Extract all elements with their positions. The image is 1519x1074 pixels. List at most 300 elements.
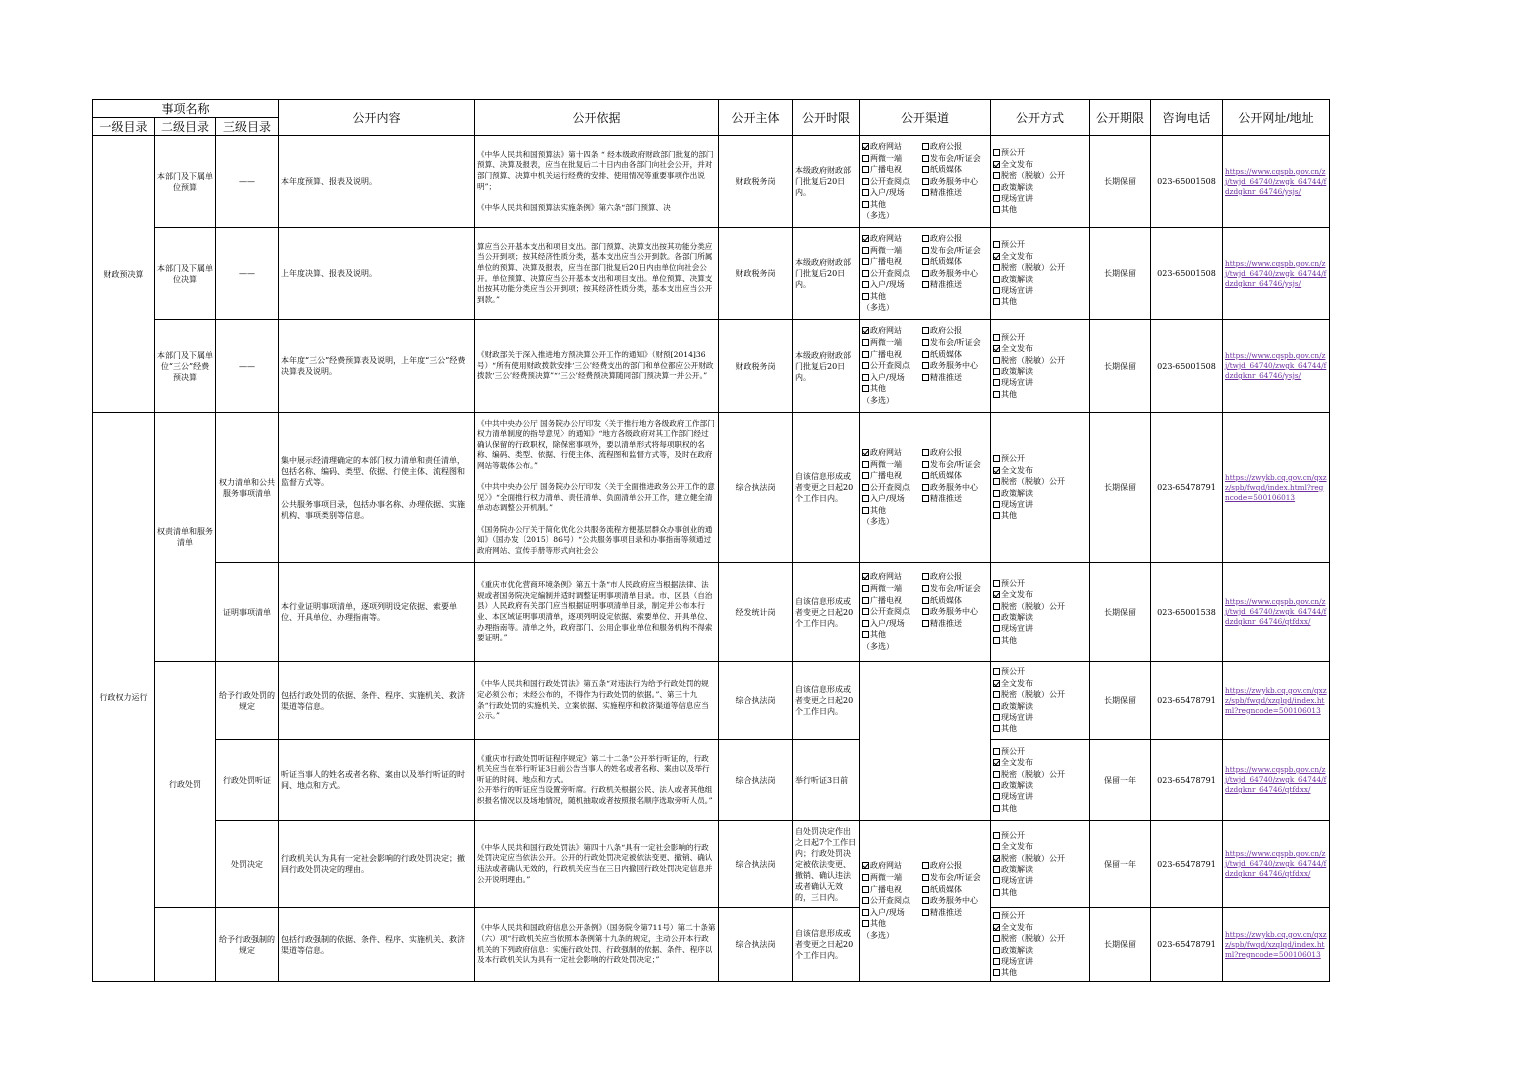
checkbox-icon[interactable]: [993, 680, 1000, 687]
method-option[interactable]: [993, 193, 1087, 204]
channel-option[interactable]: [922, 141, 988, 153]
channel-option[interactable]: [922, 595, 988, 607]
method-option[interactable]: [993, 841, 1087, 852]
method-option[interactable]: [993, 864, 1087, 875]
channel-option[interactable]: [862, 199, 920, 211]
channel-option[interactable]: [922, 372, 988, 384]
checkbox-icon[interactable]: [993, 843, 1000, 850]
checkbox-icon[interactable]: [922, 327, 929, 334]
method-option[interactable]: [993, 666, 1087, 677]
checkbox-icon[interactable]: [862, 362, 869, 369]
channel-option[interactable]: [922, 268, 988, 280]
method-option-label: 其他: [1001, 803, 1017, 813]
method-option[interactable]: [993, 623, 1087, 634]
header-level2: 二级目录: [155, 118, 216, 136]
checkbox-icon[interactable]: [993, 832, 1000, 839]
channel-option[interactable]: [862, 606, 920, 618]
method-option[interactable]: [993, 723, 1087, 734]
checkbox-icon[interactable]: [922, 620, 929, 627]
checkbox-icon[interactable]: [993, 455, 1000, 462]
checkbox-icon[interactable]: [993, 725, 1000, 732]
channel-option-label: 广播电视: [870, 471, 902, 481]
method-option[interactable]: [993, 803, 1087, 814]
channel-option[interactable]: [922, 872, 988, 884]
checkbox-icon[interactable]: [922, 351, 929, 358]
channel-option[interactable]: [862, 256, 920, 268]
channel-option[interactable]: [862, 349, 920, 361]
channel-option[interactable]: [862, 505, 920, 517]
channel-option[interactable]: [922, 583, 988, 595]
checkbox-icon[interactable]: [993, 264, 1000, 271]
channel-option[interactable]: [922, 470, 988, 482]
channel-option-label: 两微一端: [870, 338, 902, 348]
channel-option[interactable]: [862, 176, 920, 188]
checkbox-icon[interactable]: [862, 920, 869, 927]
method-option[interactable]: [993, 945, 1087, 956]
checkbox-icon[interactable]: [862, 235, 869, 242]
checkbox-icon[interactable]: [993, 253, 1000, 260]
checkbox-icon[interactable]: [993, 345, 1000, 352]
method-option[interactable]: [993, 147, 1087, 158]
checkbox-icon[interactable]: [862, 897, 869, 904]
checkbox-icon[interactable]: [993, 969, 1000, 976]
checkbox-icon[interactable]: [993, 771, 1000, 778]
channel-option[interactable]: [922, 907, 988, 919]
url-cell: [1223, 413, 1330, 563]
channel-option[interactable]: [862, 872, 920, 884]
method-option[interactable]: [993, 689, 1087, 700]
checkbox-icon[interactable]: [922, 155, 929, 162]
checkbox-icon[interactable]: [993, 889, 1000, 896]
channel-option[interactable]: [862, 618, 920, 630]
checkbox-icon[interactable]: [993, 924, 1000, 931]
multi-select-note: （多选）: [862, 211, 894, 221]
checkbox-icon[interactable]: [993, 287, 1000, 294]
method-option[interactable]: [993, 389, 1087, 400]
channel-option[interactable]: [862, 860, 920, 872]
channel-option[interactable]: [922, 187, 988, 199]
channel-option[interactable]: [862, 187, 920, 199]
content-cell: 本年度预算、报表及说明。: [279, 136, 475, 228]
checkbox-icon[interactable]: [993, 501, 1000, 508]
checkbox-icon[interactable]: [862, 886, 869, 893]
checkbox-icon[interactable]: [993, 691, 1000, 698]
checkbox-icon[interactable]: [922, 449, 929, 456]
checkbox-icon[interactable]: [862, 293, 869, 300]
method-option-label: 现场宣讲: [1001, 712, 1033, 722]
channel-option-label: 其他: [870, 919, 886, 929]
time-limit-cell: 本级政府财政部门批复后20日内。: [793, 320, 860, 413]
checkbox-icon[interactable]: [993, 184, 1000, 191]
url-link[interactable]: https://zwykb.cq.gov.cn/qxzz/spb/fwqd/xzqlqd/index.html?regncode=500106013: [1225, 929, 1327, 959]
method-option[interactable]: [993, 635, 1087, 646]
checkbox-icon[interactable]: [993, 512, 1000, 519]
checkbox-icon[interactable]: [993, 877, 1000, 884]
channel-cell-empty: [860, 662, 991, 821]
checkbox-icon[interactable]: [922, 484, 929, 491]
checkbox-icon[interactable]: [922, 495, 929, 502]
method-option-label: 全文发布: [1001, 159, 1033, 169]
checkbox-icon[interactable]: [862, 585, 869, 592]
checkbox-icon[interactable]: [993, 793, 1000, 800]
method-option[interactable]: [993, 956, 1087, 967]
method-option[interactable]: [993, 377, 1087, 388]
channel-option-label: 政府公报: [930, 447, 962, 457]
checkbox-icon[interactable]: [862, 143, 869, 150]
checkbox-icon[interactable]: [862, 608, 869, 615]
method-option[interactable]: [993, 780, 1087, 791]
channel-option[interactable]: [922, 447, 988, 459]
channel-cell: [860, 320, 991, 413]
checkbox-icon[interactable]: [862, 507, 869, 514]
channel-option[interactable]: [862, 245, 920, 257]
method-option[interactable]: [993, 875, 1087, 886]
checkbox-icon[interactable]: [993, 958, 1000, 965]
checkbox-icon[interactable]: [862, 495, 869, 502]
checkbox-icon[interactable]: [993, 241, 1000, 248]
checkbox-icon[interactable]: [862, 461, 869, 468]
checkbox-icon[interactable]: [993, 759, 1000, 766]
method-option[interactable]: [993, 251, 1087, 262]
method-option[interactable]: [993, 285, 1087, 296]
checkbox-icon[interactable]: [993, 912, 1000, 919]
checkbox-icon[interactable]: [922, 178, 929, 185]
channel-cell: [860, 228, 991, 320]
method-option[interactable]: [993, 887, 1087, 898]
checkbox-icon[interactable]: [993, 866, 1000, 873]
checkbox-icon[interactable]: [993, 714, 1000, 721]
checkbox-icon[interactable]: [862, 155, 869, 162]
channel-option[interactable]: [862, 884, 920, 896]
channel-option[interactable]: [922, 325, 988, 337]
checkbox-icon[interactable]: [862, 281, 869, 288]
method-option[interactable]: [993, 746, 1087, 757]
checkbox-icon[interactable]: [922, 886, 929, 893]
channel-option[interactable]: [922, 233, 988, 245]
checkbox-icon[interactable]: [922, 235, 929, 242]
method-option[interactable]: [993, 601, 1087, 612]
checkbox-icon[interactable]: [922, 461, 929, 468]
checkbox-icon[interactable]: [993, 357, 1000, 364]
checkbox-icon[interactable]: [862, 374, 869, 381]
method-option[interactable]: [993, 612, 1087, 623]
subject-cell: 经发统计岗: [719, 563, 793, 662]
header-url: 公开网址/地址: [1223, 100, 1330, 136]
checkbox-icon[interactable]: [922, 909, 929, 916]
method-option[interactable]: [993, 366, 1087, 377]
method-option[interactable]: [993, 499, 1087, 510]
method-option[interactable]: [993, 701, 1087, 712]
checkbox-icon[interactable]: [922, 608, 929, 615]
method-option[interactable]: [993, 830, 1087, 841]
channel-option-label: 精准推送: [930, 372, 962, 382]
channel-option[interactable]: [922, 176, 988, 188]
checkbox-icon[interactable]: [993, 276, 1000, 283]
checkbox-icon[interactable]: [993, 172, 1000, 179]
checkbox-icon[interactable]: [862, 862, 869, 869]
checkbox-icon[interactable]: [922, 362, 929, 369]
method-option[interactable]: [993, 170, 1087, 181]
time-limit-cell: 自该信息形成或者变更之日起20个工作日内。: [793, 662, 860, 740]
method-option[interactable]: [993, 853, 1087, 864]
channel-option-label: 政务服务中心: [930, 176, 978, 186]
checkbox-icon[interactable]: [993, 748, 1000, 755]
method-cell: [991, 413, 1090, 563]
channel-option[interactable]: [862, 470, 920, 482]
channel-option-label: 发布会/听证会: [930, 873, 981, 883]
method-option[interactable]: [993, 296, 1087, 307]
method-option[interactable]: [993, 678, 1087, 689]
channel-option[interactable]: [922, 895, 988, 907]
checkbox-icon[interactable]: [922, 573, 929, 580]
method-option[interactable]: [993, 757, 1087, 768]
channel-option[interactable]: [922, 360, 988, 372]
checkbox-icon[interactable]: [922, 597, 929, 604]
channel-option[interactable]: [862, 493, 920, 505]
checkbox-icon[interactable]: [922, 143, 929, 150]
channel-option[interactable]: [862, 595, 920, 607]
method-option[interactable]: [993, 712, 1087, 723]
checkbox-icon[interactable]: [922, 281, 929, 288]
header-channel: 公开渠道: [860, 100, 991, 136]
method-option[interactable]: [993, 578, 1087, 589]
checkbox-icon[interactable]: [993, 379, 1000, 386]
checkbox-icon[interactable]: [993, 580, 1000, 587]
method-option[interactable]: [993, 910, 1087, 921]
checkbox-icon[interactable]: [922, 374, 929, 381]
url-link[interactable]: https://www.cqspb.gov.cn/zj/twjd_64740/zwgk_64744/fdzdgknr_64746/ysjs/: [1225, 351, 1327, 380]
checkbox-icon[interactable]: [993, 467, 1000, 474]
checkbox-icon[interactable]: [922, 862, 929, 869]
channel-option[interactable]: [922, 279, 988, 291]
checkbox-icon[interactable]: [862, 327, 869, 334]
method-option[interactable]: [993, 355, 1087, 366]
method-option[interactable]: [993, 476, 1087, 487]
channel-option-label: 公开查阅点: [870, 176, 910, 186]
channel-option-label: 发布会/听证会: [930, 338, 981, 348]
method-option[interactable]: [993, 159, 1087, 170]
channel-option[interactable]: [862, 141, 920, 153]
method-option-label: 现场宣讲: [1001, 624, 1033, 634]
checkbox-icon[interactable]: [993, 161, 1000, 168]
channel-option[interactable]: [922, 884, 988, 896]
checkbox-icon[interactable]: [993, 334, 1000, 341]
checkbox-icon[interactable]: [862, 385, 869, 392]
channel-option[interactable]: [922, 459, 988, 471]
method-option[interactable]: [993, 465, 1087, 476]
url-link[interactable]: https://www.cqspb.gov.cn/zj/twjd_64740/zwgk_64744/fdzdgknr_64746/qtfdxx/: [1225, 765, 1327, 794]
method-option[interactable]: [993, 589, 1087, 600]
channel-option[interactable]: [922, 349, 988, 361]
channel-option[interactable]: [862, 291, 920, 303]
method-option[interactable]: [993, 343, 1087, 354]
checkbox-icon[interactable]: [862, 472, 869, 479]
channel-option[interactable]: [922, 337, 988, 349]
checkbox-icon[interactable]: [862, 339, 869, 346]
url-link[interactable]: https://www.cqspb.gov.cn/zj/twjd_64740/zwgk_64744/fdzdgknr_64746/ysjs/: [1225, 258, 1327, 288]
disclosure-table: [92, 99, 1330, 982]
checkbox-icon[interactable]: [993, 368, 1000, 375]
channel-option[interactable]: [862, 153, 920, 165]
checkbox-icon[interactable]: [862, 484, 869, 491]
checkbox-icon[interactable]: [993, 490, 1000, 497]
checkbox-icon[interactable]: [993, 591, 1000, 598]
channel-option-label: 精准推送: [930, 494, 962, 504]
channel-option[interactable]: [922, 164, 988, 176]
url-link[interactable]: https://zwykb.cq.gov.cn/qxzz/spb/fwqd/xzqlqd/index.html?regncode=500106013: [1225, 685, 1327, 715]
channel-option[interactable]: [922, 256, 988, 268]
method-option[interactable]: [993, 488, 1087, 499]
url-link[interactable]: https://www.cqspb.gov.cn/zj/twjd_64740/zwgk_64744/fdzdgknr_64746/qtfdxx/: [1225, 849, 1327, 878]
checkbox-icon[interactable]: [922, 270, 929, 277]
method-option-label: 现场宣讲: [1001, 285, 1033, 295]
channel-option[interactable]: [862, 918, 920, 930]
checkbox-icon[interactable]: [993, 478, 1000, 485]
checkbox-icon[interactable]: [993, 391, 1000, 398]
method-option-label: 现场宣讲: [1001, 499, 1033, 509]
channel-option[interactable]: [862, 907, 920, 919]
checkbox-icon[interactable]: [993, 625, 1000, 632]
checkbox-icon[interactable]: [862, 874, 869, 881]
checkbox-icon[interactable]: [862, 258, 869, 265]
channel-option[interactable]: [862, 482, 920, 494]
method-cell: [991, 740, 1090, 821]
checkbox-icon[interactable]: [993, 637, 1000, 644]
method-cell: [991, 320, 1090, 413]
channel-option[interactable]: [862, 164, 920, 176]
checkbox-icon[interactable]: [862, 597, 869, 604]
method-option[interactable]: [993, 922, 1087, 933]
checkbox-icon[interactable]: [993, 195, 1000, 202]
channel-option[interactable]: [862, 459, 920, 471]
channel-option-label: 纸质媒体: [930, 165, 962, 175]
checkbox-icon[interactable]: [922, 472, 929, 479]
method-option-label: 全文发布: [1001, 251, 1033, 261]
checkbox-icon[interactable]: [922, 189, 929, 196]
checkbox-icon[interactable]: [993, 947, 1000, 954]
checkbox-icon[interactable]: [922, 166, 929, 173]
checkbox-icon[interactable]: [993, 935, 1000, 942]
checkbox-icon[interactable]: [993, 149, 1000, 156]
basis-cell: [475, 821, 719, 908]
checkbox-icon[interactable]: [862, 909, 869, 916]
channel-option-label: 精准推送: [930, 280, 962, 290]
channel-option-label: 发布会/听证会: [930, 153, 981, 163]
checkbox-icon[interactable]: [862, 449, 869, 456]
checkbox-icon[interactable]: [862, 166, 869, 173]
checkbox-icon[interactable]: [993, 782, 1000, 789]
url-cell: [1223, 228, 1330, 320]
channel-option[interactable]: [922, 153, 988, 165]
channel-option[interactable]: [862, 360, 920, 372]
channel-option[interactable]: [862, 571, 920, 583]
channel-option[interactable]: [922, 493, 988, 505]
table-row: [93, 821, 1330, 908]
channel-option[interactable]: [922, 245, 988, 257]
checkbox-icon[interactable]: [922, 897, 929, 904]
checkbox-icon[interactable]: [922, 585, 929, 592]
checkbox-icon[interactable]: [922, 247, 929, 254]
channel-option[interactable]: [922, 618, 988, 630]
checkbox-icon[interactable]: [922, 874, 929, 881]
method-option[interactable]: [993, 332, 1087, 343]
channel-option[interactable]: [862, 372, 920, 384]
channel-option[interactable]: [862, 583, 920, 595]
channel-option[interactable]: [862, 279, 920, 291]
checkbox-icon[interactable]: [993, 855, 1000, 862]
url-link[interactable]: https://www.cqspb.gov.cn/zj/twjd_64740/zwgk_64744/fdzdgknr_64746/qtfdxx/: [1225, 597, 1327, 626]
channel-option[interactable]: [862, 629, 920, 641]
checkbox-icon[interactable]: [993, 603, 1000, 610]
channel-option-label: 入户/现场: [870, 372, 905, 382]
checkbox-icon[interactable]: [922, 258, 929, 265]
checkbox-icon[interactable]: [862, 620, 869, 627]
method-option[interactable]: [993, 791, 1087, 802]
phone-cell: 023-65478791: [1151, 662, 1223, 740]
period-cell: 长期保留: [1090, 908, 1151, 982]
channel-options: [862, 571, 988, 652]
channel-cell: [860, 413, 991, 563]
channel-option-label: 政府公报: [930, 233, 962, 243]
checkbox-icon[interactable]: [862, 201, 869, 208]
period-cell: 长期保留: [1090, 563, 1151, 662]
checkbox-icon[interactable]: [862, 270, 869, 277]
channel-option[interactable]: [922, 571, 988, 583]
channel-option[interactable]: [862, 447, 920, 459]
channel-option[interactable]: [862, 383, 920, 395]
channel-option[interactable]: [922, 606, 988, 618]
method-option[interactable]: [993, 453, 1087, 464]
url-link[interactable]: https://zwykb.cq.gov.cn/qxzz/spb/fwqd/index.html?regncode=500106013: [1225, 472, 1327, 502]
method-option[interactable]: [993, 933, 1087, 944]
method-option[interactable]: [993, 182, 1087, 193]
channel-option[interactable]: [862, 337, 920, 349]
checkbox-icon[interactable]: [862, 178, 869, 185]
channel-option[interactable]: [862, 325, 920, 337]
method-option[interactable]: [993, 967, 1087, 978]
method-option[interactable]: [993, 274, 1087, 285]
checkbox-icon[interactable]: [993, 614, 1000, 621]
channel-option[interactable]: [922, 482, 988, 494]
checkbox-icon[interactable]: [993, 668, 1000, 675]
checkbox-icon[interactable]: [862, 189, 869, 196]
checkbox-icon[interactable]: [862, 573, 869, 580]
checkbox-icon[interactable]: [993, 206, 1000, 213]
channel-option-label: 两微一端: [870, 873, 902, 883]
checkbox-icon[interactable]: [993, 703, 1000, 710]
method-option[interactable]: [993, 204, 1087, 215]
checkbox-icon[interactable]: [862, 631, 869, 638]
checkbox-icon[interactable]: [862, 351, 869, 358]
checkbox-icon[interactable]: [922, 339, 929, 346]
method-option[interactable]: [993, 769, 1087, 780]
channel-option[interactable]: [862, 233, 920, 245]
method-option[interactable]: [993, 262, 1087, 273]
channel-option[interactable]: [862, 895, 920, 907]
url-link[interactable]: https://www.cqspb.gov.cn/zj/twjd_64740/zwgk_64744/fdzdgknr_64746/ysjs/: [1225, 166, 1327, 196]
method-option[interactable]: [993, 510, 1087, 521]
channel-option[interactable]: [922, 860, 988, 872]
basis-text: 《中华人民共和国政府信息公开条例》（国务院令第711号）第二十条第（六）项“行政机关应当依照本条例第十九条的规定，主动公开本行政机关的下列政府信息：实施行政处罚、行政强制的依据、条件、程序以及本行政机关认为具有一定社会影响的行政处罚决定；”: [477, 923, 716, 965]
checkbox-icon[interactable]: [993, 805, 1000, 812]
method-option-label: 全文发布: [1001, 678, 1033, 688]
url-cell: [1223, 662, 1330, 740]
checkbox-icon[interactable]: [862, 247, 869, 254]
method-option[interactable]: [993, 239, 1087, 250]
checkbox-icon[interactable]: [993, 298, 1000, 305]
level3-cell: 给予行政处罚的规定: [216, 662, 279, 740]
channel-option[interactable]: [862, 268, 920, 280]
